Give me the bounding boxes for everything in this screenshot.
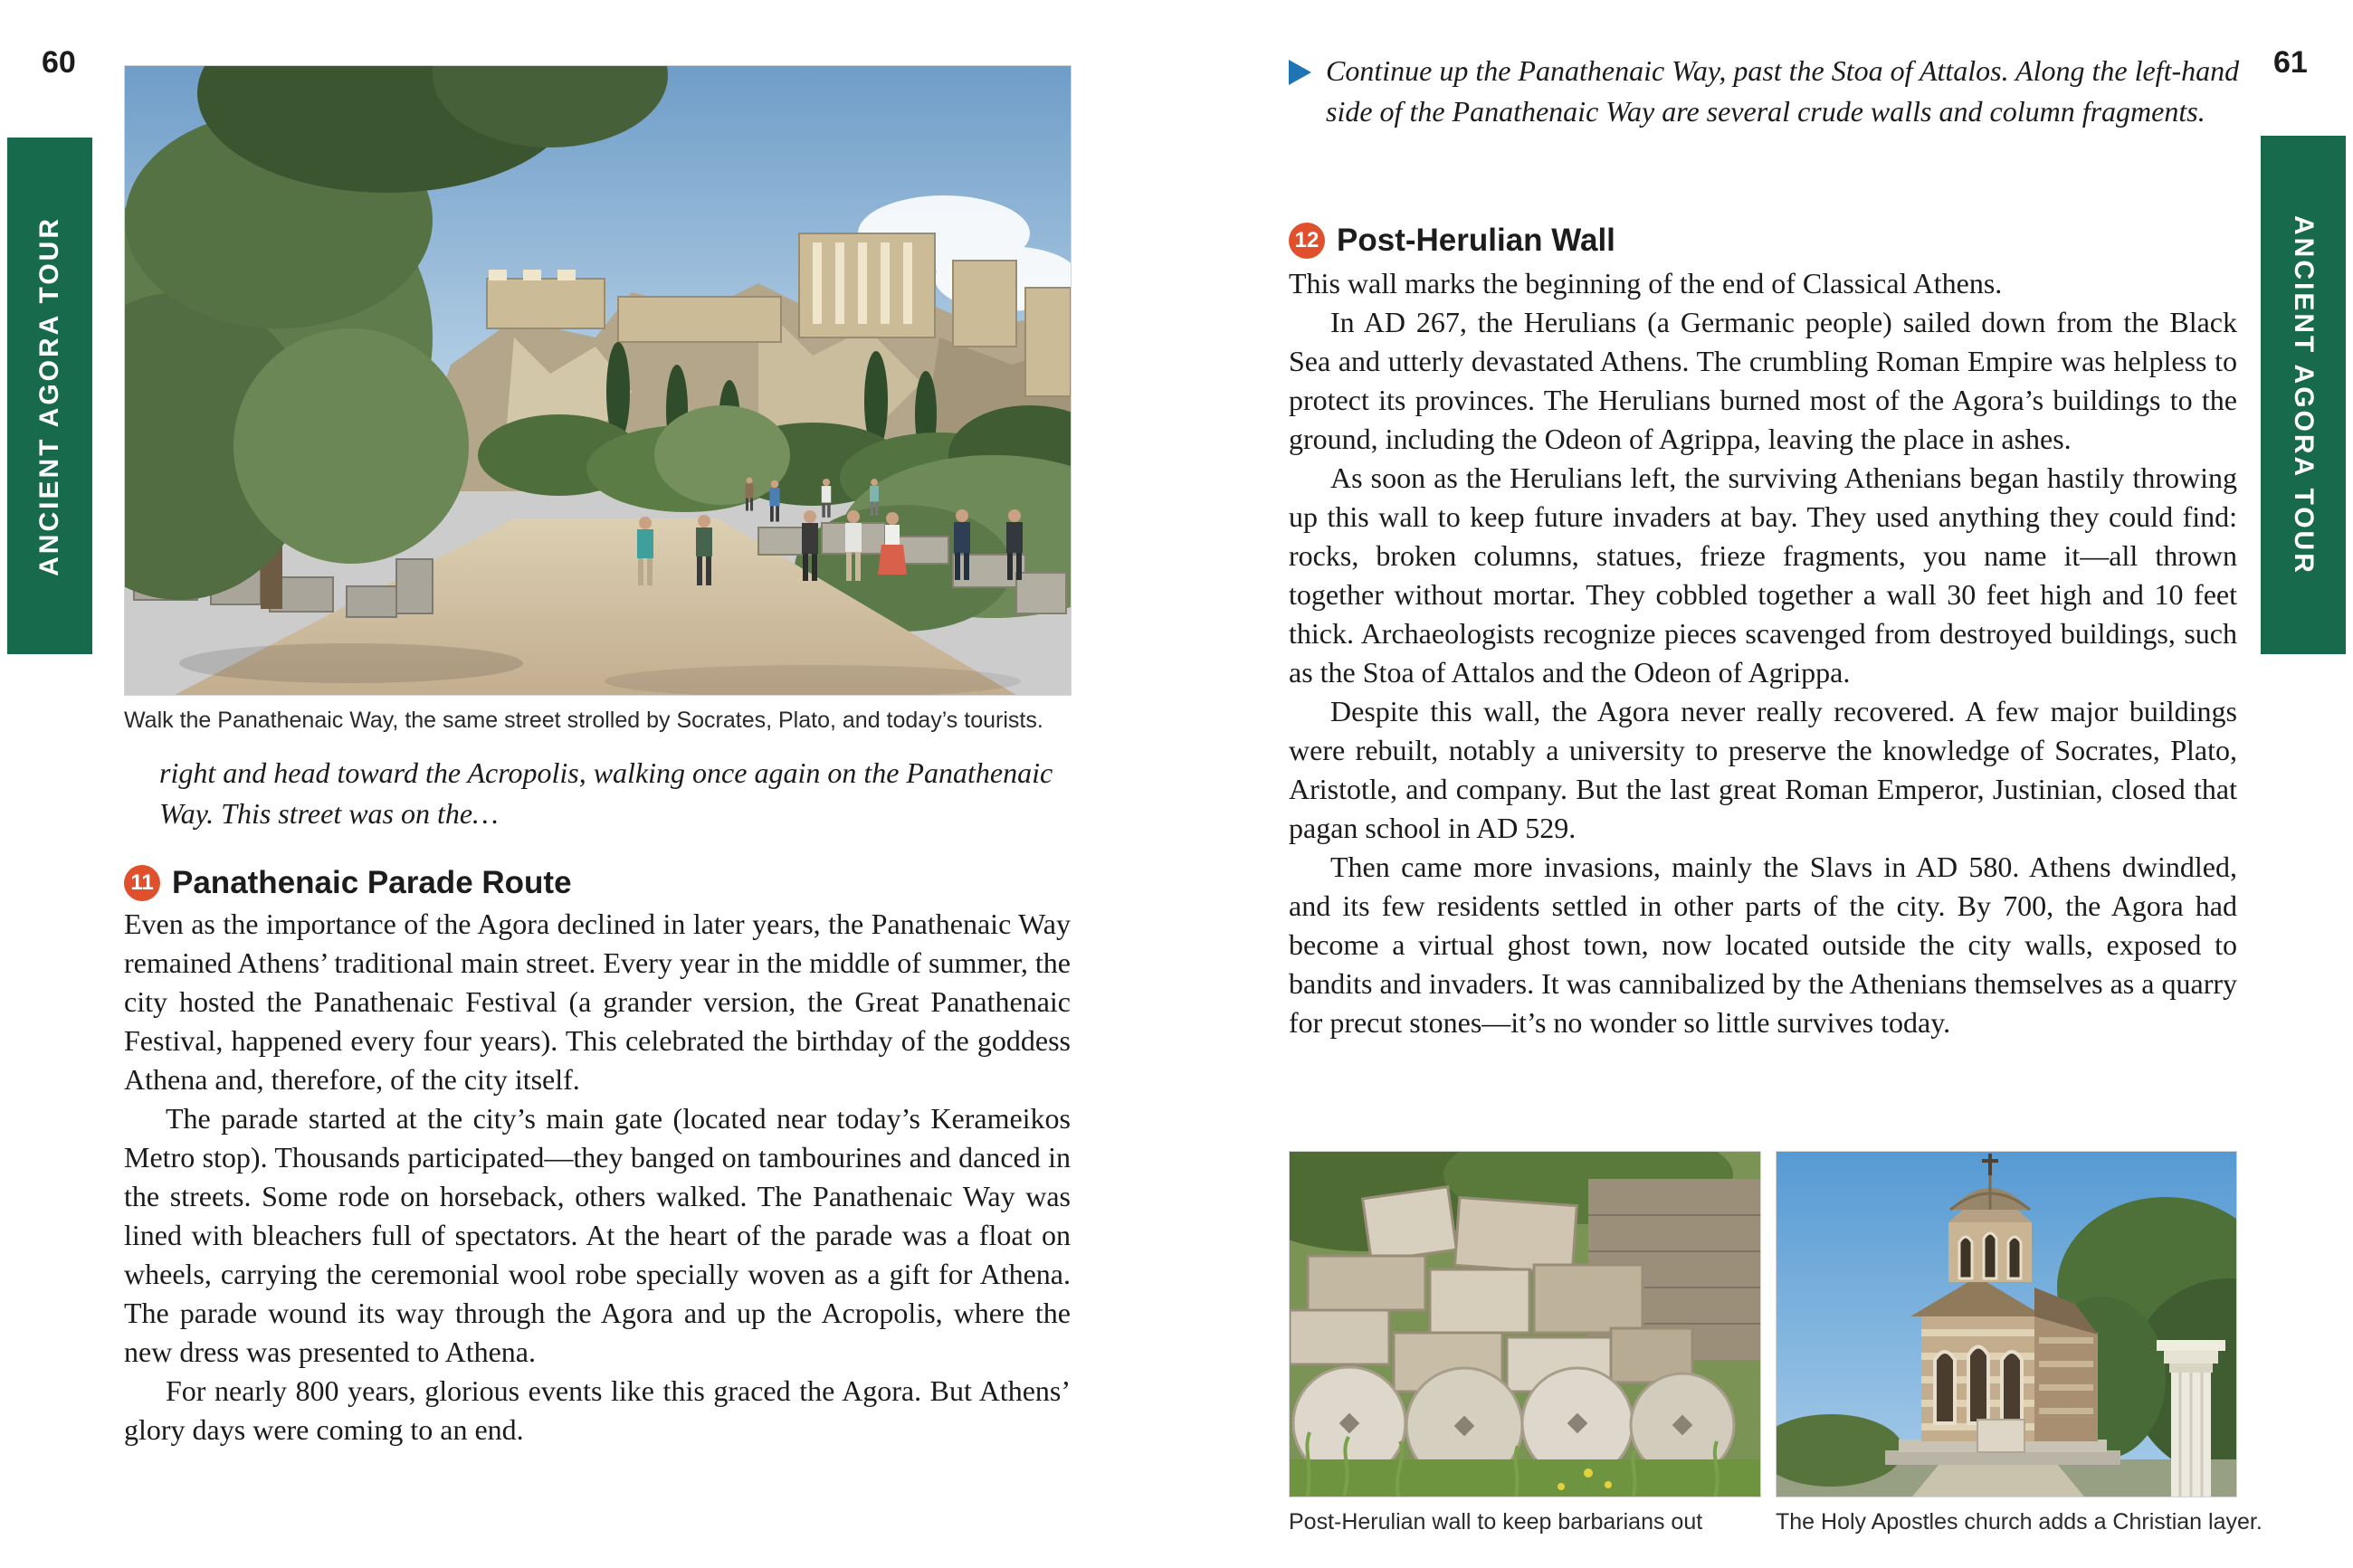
- stop-number-badge-12: 12: [1289, 223, 1325, 259]
- church-photo-caption: The Holy Apostles church adds a Christian layer.: [1776, 1509, 2262, 1535]
- post-herulian-wall-illustration: [1290, 1152, 1760, 1497]
- paragraph: Despite this wall, the Agora never really recovered. A few major buildings were rebuilt, notably a university to preserve the knowledge of Socrates, Plato, Aristotle, and company. But the last great Roman Emperor, Justinian, closed that pagan school in AD 529.: [1289, 695, 2237, 844]
- sidebar-tab-right-label: ANCIENT AGORA TOUR: [2289, 214, 2319, 575]
- paragraph: Then came more invasions, mainly the Slavs in AD 580. Athens dwindled, and its few residents settled in other parts of the city. By 700, the Agora had become a virtual ghost town, now located outside the city walls, exposed to bandits and invaders. It was cannibalized by the Athenians themselves as a quarry for precut stones—it’s no wonder so little survives today.: [1289, 851, 2237, 1039]
- body-text-left: [124, 905, 1071, 1449]
- holy-apostles-church-illustration: [1777, 1152, 2236, 1497]
- paragraph: The parade started at the city’s main gate (located near today’s Kerameikos Metro stop). Thousands participated—they banged on tambourines and danced in the streets. Some rode on horseback, others walked. The Panathenaic Way was lined with bleachers full of spectators. At the heart of the parade was a float on wheels, carrying the ceremonial wool robe specially woven as a gift for Athena. The parade wound its way through the Agora and up the Acropolis, where the new dress was presented to Athena.: [124, 1102, 1071, 1368]
- direction-note-text: Continue up the Panathenaic Way, past the Stoa of Attalos. Along the left-hand side of the Panathenaic Way are several crude walls and column fragments.: [1326, 54, 2240, 128]
- page-number-left: 60: [42, 45, 76, 80]
- photo-panathenaic-way: [124, 65, 1072, 696]
- section-title-left: Panathenaic Parade Route: [172, 865, 572, 900]
- sidebar-tab-right: [2261, 136, 2346, 654]
- photo-post-herulian-wall: [1289, 1151, 1761, 1497]
- body-text-right: [1289, 264, 2237, 1042]
- paragraph: For nearly 800 years, glorious events like this graced the Agora. But Athens’ glory days were coming to an end.: [124, 1374, 1071, 1446]
- sidebar-tab-left: [7, 138, 92, 654]
- section-title-right: Post-Herulian Wall: [1337, 223, 1615, 258]
- main-photo-caption: Walk the Panathenaic Way, the same street strolled by Socrates, Plato, and today’s tourists.: [124, 708, 1043, 733]
- stop-number-badge-11: 11: [124, 865, 160, 901]
- paragraph: Even as the importance of the Agora declined in later years, the Panathenaic Way remained Athens’ traditional main street. Every year in the middle of summer, the city hosted the Panathenaic Festival (a grander version, the Great Panathenaic Festival, happened every four years). This celebrated the birthday of the goddess Athena and, therefore, of the city itself.: [124, 908, 1071, 1096]
- section-heading-panathenaic-parade-route: [124, 865, 572, 901]
- paragraph: As soon as the Herulians left, the surviving Athenians began hastily throwing up this wall to keep future invaders at bay. They used anything they could find: rocks, broken columns, statues, frieze fragments, you name it—all thrown together without mortar. They cobbled together a wall 30 feet high and 10 feet thick. Archaeologists recognize pieces scavenged from destroyed buildings, such as the Stoa of Attalos and the Odeon of Agrippa.: [1289, 461, 2237, 689]
- page-number-right: 61: [2273, 45, 2308, 80]
- wall-photo-caption: Post-Herulian wall to keep barbarians out: [1289, 1509, 1703, 1535]
- section-heading-post-herulian-wall: [1289, 223, 1615, 259]
- photo-holy-apostles-church: [1776, 1151, 2237, 1497]
- paragraph: This wall marks the beginning of the end of Classical Athens.: [1289, 267, 2003, 299]
- sidebar-tab-left-label: ANCIENT AGORA TOUR: [34, 215, 64, 576]
- direction-arrow-icon: [1289, 60, 1311, 85]
- walking-direction-note: [1289, 51, 2241, 132]
- paragraph: In AD 267, the Herulians (a Germanic people) sailed down from the Black Sea and utterly devastated Athens. The crumbling Roman Empire was helpless to protect its provinces. The Herulians burned most of the Agora’s buildings to the ground, including the Odeon of Agrippa, leaving the place in ashes.: [1289, 306, 2237, 455]
- panathenaic-way-illustration: [125, 66, 1071, 695]
- tour-continuation-text: right and head toward the Acropolis, walking once again on the Panathenaic Way. This street was on the…: [159, 756, 1053, 830]
